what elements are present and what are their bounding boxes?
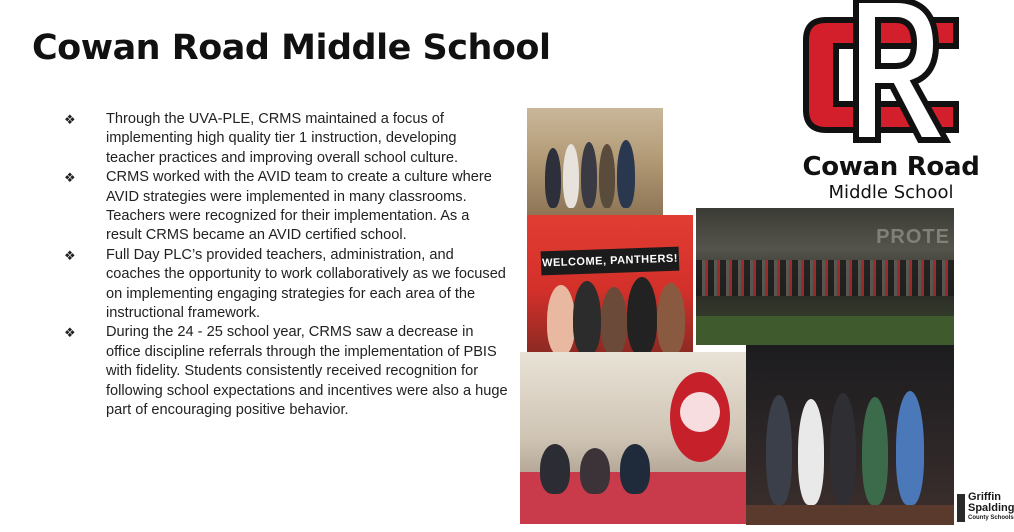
- diamond-bullet-icon: ❖: [64, 112, 76, 127]
- bullet-text: Through the UVA-PLE, CRMS maintained a focus of implementing high quality tier 1 instruction, developing teacher practices and improving overall school culture.: [106, 111, 459, 166]
- welcome-banner: WELCOME, PANTHERS!: [541, 247, 680, 276]
- staff-group-photo: [527, 108, 663, 215]
- district-mark-icon: [957, 494, 965, 522]
- bullet-item: [64, 246, 509, 324]
- district-line-1: Griffin: [968, 491, 1001, 503]
- bullet-item: [64, 323, 509, 420]
- district-logo: [954, 488, 1014, 532]
- slide-title: Cowan Road Middle School: [32, 28, 551, 68]
- diamond-bullet-icon: ❖: [64, 170, 76, 186]
- bullet-item: [64, 168, 509, 246]
- bullet-list: [64, 110, 509, 421]
- student-awards-photo: [746, 345, 954, 525]
- bullet-text: Full Day PLC’s provided teachers, administration, and coaches the opportunity to work collaboratively as we focused on implementing engaging strategies for each area of the instructional framework.: [106, 246, 506, 322]
- bullet-item: [64, 110, 509, 168]
- welcome-panthers-photo: [527, 215, 693, 352]
- district-line-3: County Schools: [968, 515, 1014, 521]
- bullet-text: During the 24 - 25 school year, CRMS saw a decrease in office discipline referrals through the implementation of PBIS with fidelity. Students consistently received recognition for following school expectations and incentives were also a huge part of encouraging positive behavior.: [106, 324, 508, 419]
- cr-monogram-icon: [796, 0, 976, 150]
- cafeteria-celebration-photo: [520, 352, 746, 524]
- diamond-bullet-icon: ❖: [64, 247, 76, 263]
- gym-wall-text: PROTE: [876, 226, 950, 248]
- diamond-bullet-icon: ❖: [64, 325, 76, 341]
- school-logo: [796, 0, 980, 205]
- logo-subtitle: Middle School: [828, 182, 954, 203]
- district-line-2: Spalding: [968, 502, 1014, 514]
- logo-name: Cowan Road: [802, 152, 980, 182]
- gym-assembly-photo: [696, 208, 954, 345]
- bullet-text: CRMS worked with the AVID team to create a culture where AVID strategies were implemented in many classrooms. Teachers were recognized for their implementation. As a result CRMS became an AVID certified school.: [106, 169, 492, 244]
